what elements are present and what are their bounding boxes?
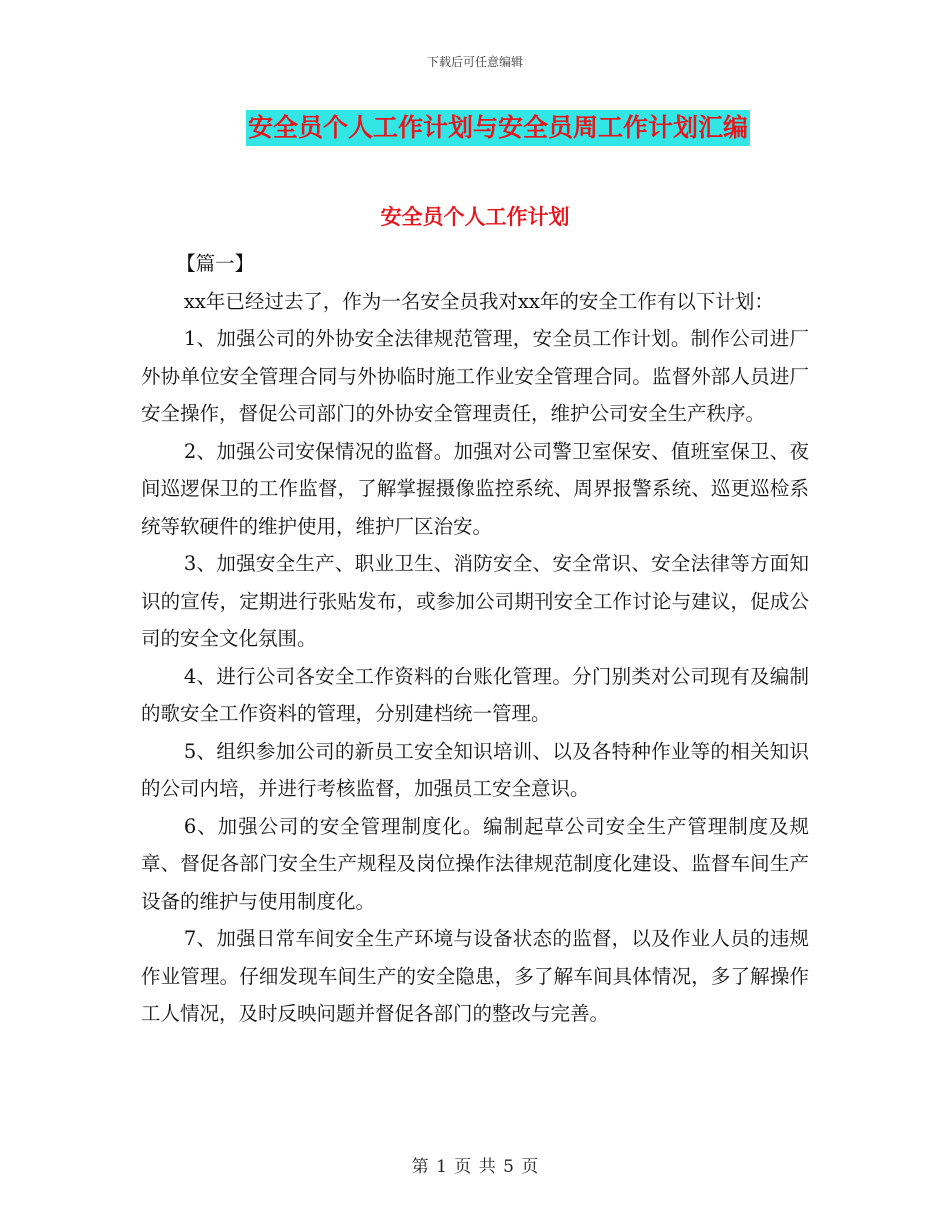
paragraph-intro: xx年已经过去了，作为一名安全员我对xx年的安全工作有以下计划： <box>183 289 774 313</box>
chapter-label: 【篇一】 <box>176 252 255 275</box>
section-title: 安全员个人工作计划 <box>380 205 570 229</box>
paragraph-item-1: 1、加强公司的外协安全法律规范管理，安全员工作计划。制作公司进厂外协单位安全管理合同与外协临时施工作业安全管理合同。监督外部人员进厂安全操作，督促公司部门的外协安全管理责任，维护公司安全生产秩序。 <box>141 327 809 425</box>
page-number: 第 1 页 共 5 页 <box>411 1157 539 1177</box>
paragraph-item-2: 2、加强公司安保情况的监督。加强对公司警卫室保安、值班室保卫、夜间巡逻保卫的工作监督，了解掌握摄像监控系统、周界报警系统、巡更巡检系统等软硬件的维护使用，维护厂区治安。 <box>141 439 809 538</box>
header-note: 下载后可任意编辑 <box>426 55 523 69</box>
document-title: 安全员个人工作计划与安全员周工作计划汇编 <box>246 110 750 146</box>
document-body <box>141 245 809 1033</box>
document-title-container <box>0 110 950 146</box>
paragraph-item-4: 4、进行公司各安全工作资料的台账化管理。分门别类对公司现有及编制的歌安全工作资料的管理，分别建档统一管理。 <box>141 664 809 725</box>
paragraph-item-7: 7、加强日常车间安全生产环境与设备状态的监督，以及作业人员的违规作业管理。仔细发现车间生产的安全隐患，多了解车间具体情况，多了解操作工人情况，及时反映问题并督促各部门的整改与完善。 <box>141 927 809 1025</box>
paragraph-item-3: 3、加强安全生产、职业卫生、消防安全、安全常识、安全法律等方面知识的宣传，定期进行张贴发布，或参加公司期刊安全工作讨论与建议，促成公司的安全文化氛围。 <box>141 552 809 650</box>
paragraph-item-5: 5、组织参加公司的新员工安全知识培训、以及各特种作业等的相关知识的公司内培，并进行考核监督，加强员工安全意识。 <box>141 739 809 800</box>
paragraph-item-6: 6、加强公司的安全管理制度化。编制起草公司安全生产管理制度及规章、督促各部门安全生产规程及岗位操作法律规范制度化建设、监督车间生产设备的维护与使用制度化。 <box>141 814 809 913</box>
